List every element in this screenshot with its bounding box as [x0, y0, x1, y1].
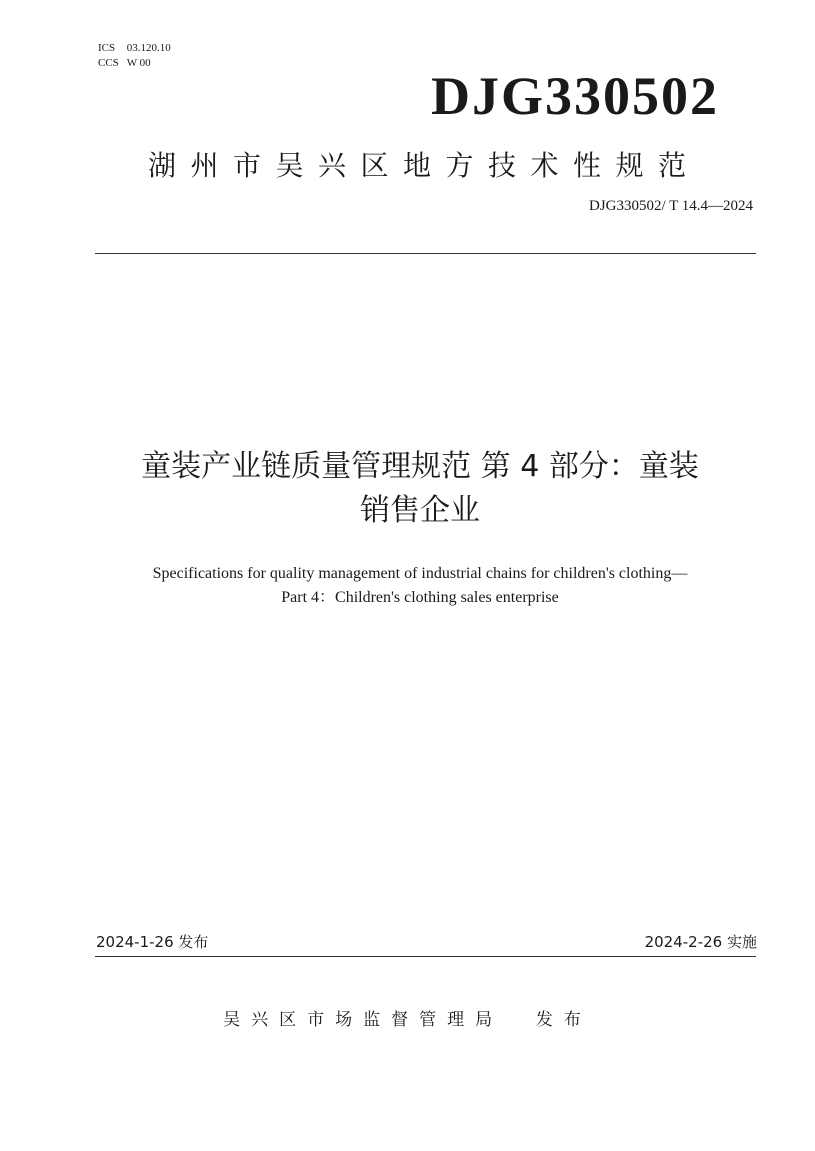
bottom-divider	[95, 956, 756, 957]
title-chinese-line-2: 销售企业	[360, 493, 480, 528]
title-english-line-2: Part 4：Children's clothing sales enterprise	[281, 589, 559, 606]
implement-date: 2024-2-26 实施	[644, 933, 757, 951]
ics-label: ICS	[98, 42, 116, 54]
title-english	[80, 562, 760, 610]
ccs-row	[98, 56, 171, 71]
standard-number: DJG330502/ T 14.4—2024	[588, 198, 753, 214]
title-chinese-line-1: 童装产业链质量管理规范 第 4 部分：童装	[141, 449, 699, 484]
ccs-label: CCS	[98, 57, 119, 69]
title-chinese	[80, 445, 760, 533]
ccs-value: W 00	[126, 57, 151, 69]
ics-row	[98, 41, 171, 56]
publish-date: 2024-1-26 发布	[96, 933, 209, 951]
title-english-line-1: Specifications for quality management of industrial chains for children's clothing—	[152, 565, 688, 582]
issuer: 吴兴区市场监督管理局 发布	[223, 1010, 592, 1030]
standard-code: DJG330502	[431, 66, 719, 126]
ics-value: 03.120.10	[126, 42, 171, 54]
authority-title: 湖州市吴兴区地方技术性规范	[148, 149, 701, 182]
top-divider	[95, 253, 756, 254]
classification-codes	[98, 41, 171, 71]
